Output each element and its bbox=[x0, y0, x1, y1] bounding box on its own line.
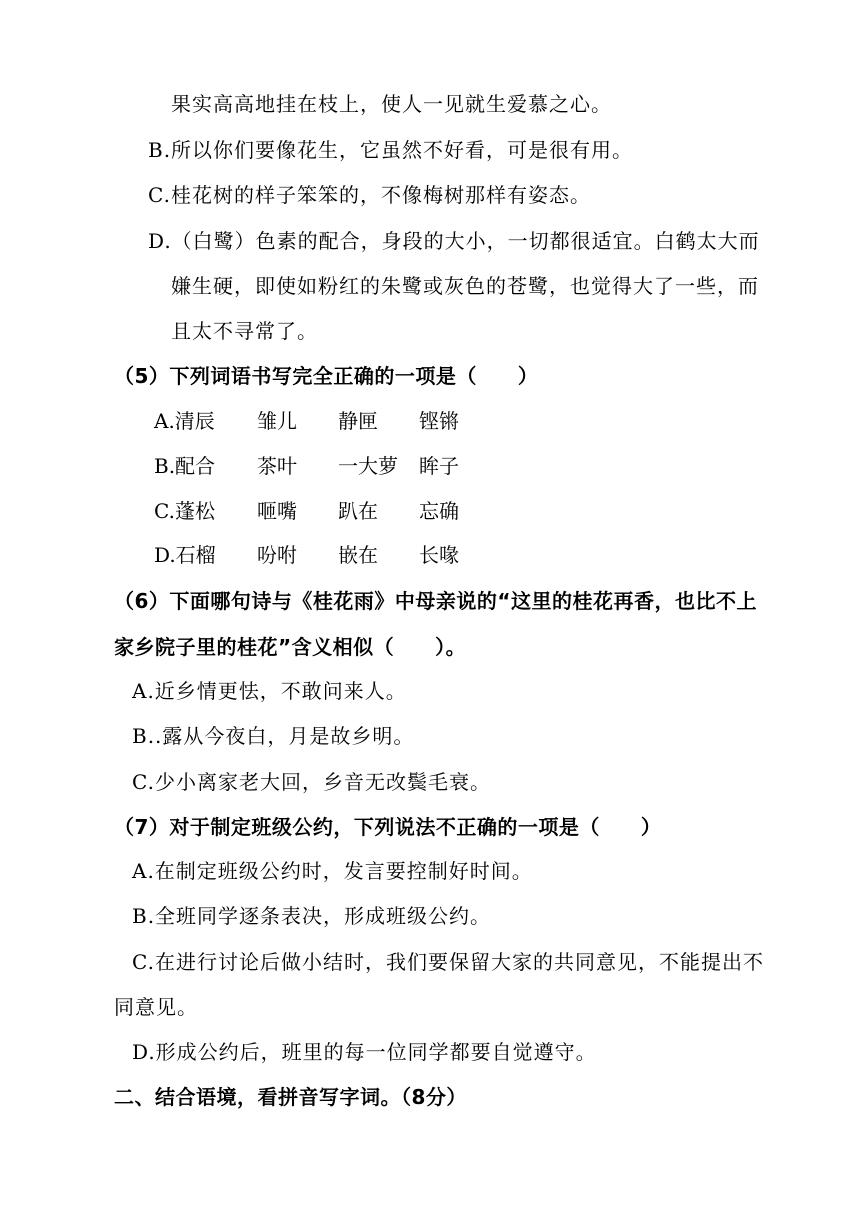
q6-title-line2: 家乡院子里的桂花”含义相似（ ）。 bbox=[114, 635, 467, 659]
q4-option-d-line1: D.（白鹭）色素的配合，身段的大小，一切都很适宜。白鹤太大而 bbox=[148, 229, 760, 253]
q5-option-b-word2: 茶叶 bbox=[257, 454, 297, 478]
q5-option-c-word3: 趴在 bbox=[338, 499, 378, 523]
q5-option-b-word1: B.配合 bbox=[154, 454, 216, 478]
q5-option-a-word2: 雏儿 bbox=[257, 409, 297, 433]
q5-option-a-word4: 铿锵 bbox=[419, 409, 459, 433]
q5-option-d-word3: 嵌在 bbox=[338, 543, 378, 567]
q6-option-a: A.近乡情更怯，不敢问来人。 bbox=[132, 679, 407, 703]
q5-option-b-word3: 一大萝 bbox=[338, 454, 398, 478]
q5-option-a-word3: 静匣 bbox=[338, 409, 378, 433]
q4-option-d-line2: 嫌生硬，即使如粉红的朱鹭或灰色的苍鹭，也觉得大了一些，而 bbox=[171, 274, 759, 298]
q5-option-c-word2: 咂嘴 bbox=[257, 499, 297, 523]
q5-option-c-word4: 忘确 bbox=[419, 499, 459, 523]
q6-option-b: B..露从今夜白，月是故乡明。 bbox=[132, 724, 415, 748]
q7-option-c-line1: C.在进行讨论后做小结时，我们要保留大家的共同意见，不能提出不 bbox=[132, 950, 764, 974]
q5-option-d-word1: D.石榴 bbox=[154, 543, 216, 567]
q5-option-c-word1: C.蓬松 bbox=[154, 499, 215, 523]
q7-option-b: B.全班同学逐条表决，形成班级公约。 bbox=[132, 904, 492, 928]
q6-title-line1: （6）下面哪句诗与《桂花雨》中母亲说的“这里的桂花再香，也比不上 bbox=[114, 589, 758, 613]
q7-option-d: D.形成公约后，班里的每一位同学都要自觉遵守。 bbox=[132, 1040, 597, 1064]
q4-option-b: B.所以你们要像花生，它虽然不好看，可是很有用。 bbox=[148, 138, 634, 162]
q7-title: （7）对于制定班级公约，下列说法不正确的一项是（ ） bbox=[114, 815, 662, 839]
q7-option-a: A.在制定班级公约时，发言要控制好时间。 bbox=[132, 859, 533, 883]
q7-option-c-line2: 同意见。 bbox=[114, 995, 198, 1019]
q5-title: （5）下列词语书写完全正确的一项是（ ） bbox=[114, 364, 539, 388]
q4-option-d-line3: 且太不寻常了。 bbox=[171, 319, 318, 343]
q4-option-a-continued: 果实高高地挂在枝上，使人一见就生爱慕之心。 bbox=[171, 92, 612, 116]
q5-option-a-word1: A.清辰 bbox=[154, 409, 215, 433]
q4-option-c: C.桂花树的样子笨笨的，不像梅树那样有姿态。 bbox=[148, 183, 591, 207]
section-2-heading: 二、结合语境，看拼音写字词。（8分） bbox=[114, 1085, 467, 1109]
q6-option-c: C.少小离家老大回，乡音无改鬓毛衰。 bbox=[132, 770, 491, 794]
q5-option-b-word4: 眸子 bbox=[419, 454, 459, 478]
q5-option-d-word2: 吩咐 bbox=[257, 543, 297, 567]
q5-option-d-word4: 长喙 bbox=[419, 543, 459, 567]
